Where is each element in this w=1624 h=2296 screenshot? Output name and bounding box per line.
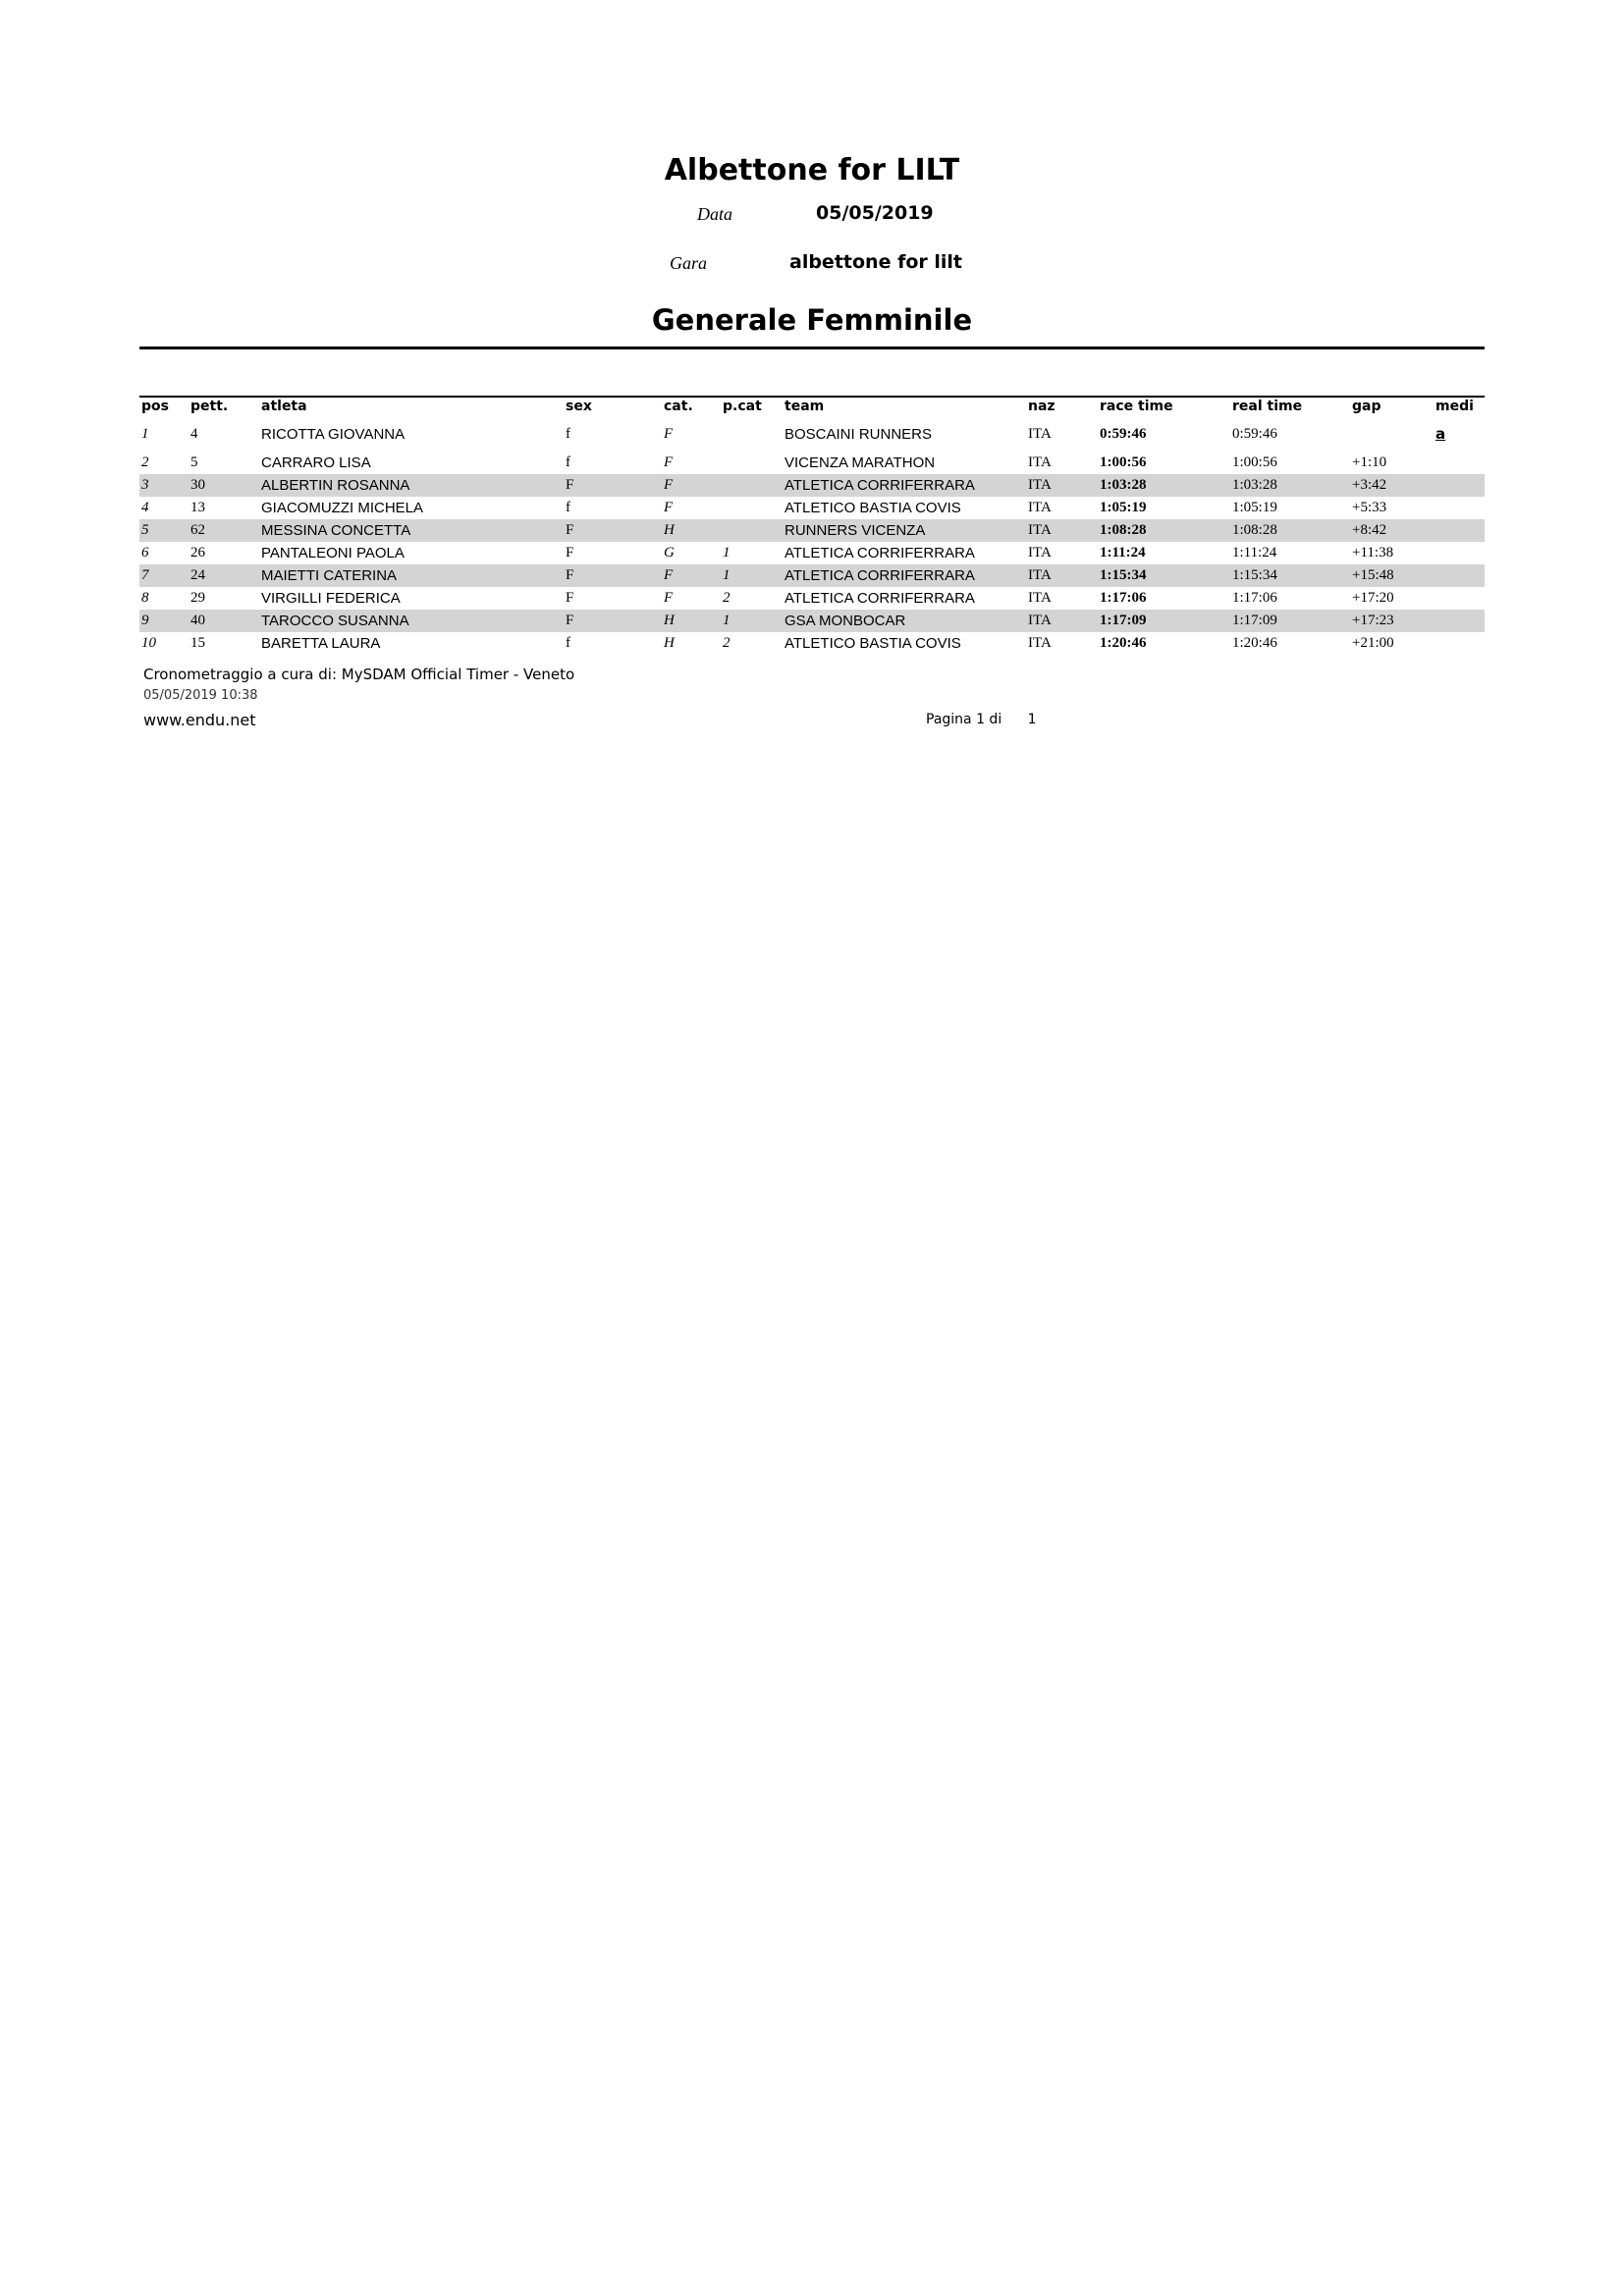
gap-cell: +1:10 [1352, 454, 1387, 470]
bib-number-cell: 24 [189, 564, 259, 587]
table-row [139, 497, 1485, 519]
team-cell: ATLETICA CORRIFERRARA [785, 545, 975, 561]
column-header: atleta [261, 399, 307, 414]
gap-cell: +11:38 [1352, 545, 1394, 561]
team-cell: GSA MONBOCAR [783, 610, 1026, 632]
athlete-name-cell: CARRARO LISA [261, 454, 371, 471]
category-position-cell [721, 452, 783, 474]
bib-number-cell: 13 [190, 500, 205, 515]
position-cell: 6 [141, 545, 149, 561]
category-position-cell: 1 [721, 564, 783, 587]
position-cell: 7 [139, 564, 189, 587]
sex-cell: f [566, 500, 570, 515]
table-row [139, 519, 1485, 542]
race-time-cell: 1:17:06 [1100, 590, 1147, 606]
nationality-cell: ITA [1028, 454, 1052, 470]
real-time-cell: 1:08:28 [1230, 519, 1350, 542]
position-cell: 4 [141, 500, 149, 515]
medal-cell [1434, 519, 1485, 542]
position-cell: 3 [139, 474, 189, 497]
table-row [139, 416, 1485, 452]
sex-cell: F [564, 519, 662, 542]
category-cell: F [664, 454, 674, 470]
timing-credit: Cronometraggio a cura di: MySDAM Official Timer - Veneto [143, 666, 575, 683]
ranking-title: Generale Femminile [651, 303, 973, 337]
athlete-name-cell: MESSINA CONCETTA [259, 519, 564, 542]
category-position-cell: 1 [723, 545, 731, 561]
bib-number-cell: 5 [190, 454, 198, 470]
category-position-cell [721, 519, 783, 542]
race-time-cell: 0:59:46 [1100, 425, 1147, 442]
medal-cell: a [1435, 425, 1446, 443]
nationality-cell: ITA [1028, 545, 1052, 561]
medal-cell [1434, 497, 1485, 519]
gap-cell: +5:33 [1352, 500, 1387, 515]
race-time-cell: 1:08:28 [1098, 519, 1230, 542]
category-cell: H [662, 610, 721, 632]
team-cell: ATLETICO BASTIA COVIS [785, 635, 961, 652]
race-time-cell: 1:00:56 [1100, 454, 1147, 470]
position-cell: 8 [141, 590, 149, 606]
position-cell: 9 [139, 610, 189, 632]
category-position-cell: 2 [723, 590, 731, 606]
category-cell: F [664, 425, 674, 442]
gap-cell: +17:23 [1350, 610, 1434, 632]
nationality-cell: ITA [1026, 564, 1098, 587]
team-cell: ATLETICA CORRIFERRARA [783, 474, 1026, 497]
column-header: race time [1100, 399, 1173, 414]
gap-cell [1350, 416, 1434, 452]
column-header: pett. [190, 399, 229, 414]
column-header: cat. [664, 399, 693, 414]
team-cell: VICENZA MARATHON [785, 454, 936, 471]
category-cell: H [662, 519, 721, 542]
page-label: Pagina 1 di [926, 712, 1002, 727]
sex-cell: F [564, 564, 662, 587]
real-time-cell: 1:17:09 [1230, 610, 1350, 632]
position-cell: 2 [141, 454, 149, 470]
nationality-cell: ITA [1028, 500, 1052, 515]
race-time-cell: 1:15:34 [1098, 564, 1230, 587]
column-header: sex [566, 399, 592, 414]
column-header: p.cat [723, 399, 762, 414]
category-cell: F [664, 590, 674, 606]
team-cell: RUNNERS VICENZA [783, 519, 1026, 542]
page-indicator [926, 712, 1037, 727]
athlete-name-cell: MAIETTI CATERINA [259, 564, 564, 587]
bib-number-cell: 29 [190, 590, 205, 606]
results-table [139, 397, 1485, 655]
table-header-row [139, 397, 1485, 416]
category-position-cell: 2 [723, 635, 731, 651]
column-header: naz [1028, 399, 1056, 414]
gap-cell: +17:20 [1352, 590, 1394, 606]
category-position-cell [721, 416, 783, 452]
athlete-name-cell: GIACOMUZZI MICHELA [261, 500, 424, 516]
position-cell: 1 [141, 425, 149, 442]
bib-number-cell: 15 [190, 635, 205, 651]
medal-cell [1434, 474, 1485, 497]
real-time-cell: 1:05:19 [1232, 500, 1277, 515]
page-total: 1 [1027, 712, 1037, 727]
category-cell: F [662, 564, 721, 587]
athlete-name-cell: PANTALEONI PAOLA [261, 545, 405, 561]
sex-cell: F [564, 610, 662, 632]
bib-number-cell: 4 [190, 425, 198, 442]
sex-cell: f [566, 454, 570, 470]
sex-cell: F [566, 545, 574, 561]
athlete-name-cell: BARETTA LAURA [261, 635, 381, 652]
gap-cell: +15:48 [1350, 564, 1434, 587]
table-row [139, 564, 1485, 587]
real-time-cell: 1:03:28 [1230, 474, 1350, 497]
sex-cell: F [566, 590, 574, 606]
bib-number-cell: 30 [189, 474, 259, 497]
medal-cell [1434, 542, 1485, 564]
athlete-name-cell: TAROCCO SUSANNA [259, 610, 564, 632]
position-cell: 5 [139, 519, 189, 542]
medal-cell [1434, 632, 1485, 655]
race-time-cell: 1:05:19 [1100, 500, 1147, 515]
table-row [139, 452, 1485, 474]
gap-cell: +3:42 [1350, 474, 1434, 497]
print-datetime: 05/05/2019 10:38 [143, 688, 258, 703]
results-body [139, 416, 1485, 655]
nationality-cell: ITA [1026, 519, 1098, 542]
athlete-name-cell: ALBERTIN ROSANNA [259, 474, 564, 497]
column-header: pos [141, 399, 169, 414]
gap-cell: +8:42 [1350, 519, 1434, 542]
race-value: albettone for lilt [789, 251, 962, 273]
table-row [139, 610, 1485, 632]
bib-number-cell: 62 [189, 519, 259, 542]
nationality-cell: ITA [1028, 425, 1052, 442]
column-header: medi [1435, 399, 1474, 414]
race-time-cell: 1:20:46 [1100, 635, 1147, 651]
date-value: 05/05/2019 [816, 202, 934, 224]
sex-cell: f [566, 425, 570, 442]
position-cell: 10 [141, 635, 156, 651]
category-position-cell [721, 474, 783, 497]
medal-cell [1434, 610, 1485, 632]
real-time-cell: 1:17:06 [1232, 590, 1277, 606]
nationality-cell: ITA [1028, 635, 1052, 651]
athlete-name-cell: RICOTTA GIOVANNA [261, 425, 406, 443]
gap-cell: +21:00 [1352, 635, 1394, 651]
column-header: gap [1352, 399, 1381, 414]
athlete-name-cell: VIRGILLI FEDERICA [261, 590, 401, 607]
real-time-cell: 1:15:34 [1230, 564, 1350, 587]
table-row [139, 474, 1485, 497]
real-time-cell: 0:59:46 [1232, 425, 1277, 442]
category-cell: F [664, 500, 674, 515]
race-time-cell: 1:17:09 [1098, 610, 1230, 632]
race-label: Gara [670, 253, 708, 273]
team-cell: BOSCAINI RUNNERS [785, 425, 933, 443]
category-position-cell: 1 [721, 610, 783, 632]
column-header: real time [1232, 399, 1303, 414]
real-time-cell: 1:20:46 [1232, 635, 1277, 651]
title-divider [139, 347, 1485, 349]
race-time-cell: 1:03:28 [1098, 474, 1230, 497]
medal-cell [1434, 564, 1485, 587]
bib-number-cell: 40 [189, 610, 259, 632]
page-title: Albettone for LILT [664, 153, 960, 187]
table-row [139, 542, 1485, 564]
category-cell: F [662, 474, 721, 497]
column-header: team [785, 399, 825, 414]
race-time-cell: 1:11:24 [1100, 545, 1146, 561]
bib-number-cell: 26 [190, 545, 205, 561]
date-label: Data [697, 204, 732, 224]
team-cell: ATLETICA CORRIFERRARA [783, 564, 1026, 587]
nationality-cell: ITA [1028, 590, 1052, 606]
sex-cell: F [564, 474, 662, 497]
medal-cell [1434, 452, 1485, 474]
team-cell: ATLETICA CORRIFERRARA [785, 590, 975, 607]
table-row [139, 587, 1485, 610]
nationality-cell: ITA [1026, 610, 1098, 632]
nationality-cell: ITA [1026, 474, 1098, 497]
website-link[interactable]: www.endu.net [143, 711, 256, 729]
medal-cell [1434, 587, 1485, 610]
table-row [139, 632, 1485, 655]
sex-cell: f [566, 635, 570, 651]
real-time-cell: 1:11:24 [1232, 545, 1277, 561]
real-time-cell: 1:00:56 [1232, 454, 1277, 470]
team-cell: ATLETICO BASTIA COVIS [785, 500, 961, 516]
category-cell: G [664, 545, 675, 561]
category-position-cell [721, 497, 783, 519]
category-cell: H [664, 635, 675, 651]
